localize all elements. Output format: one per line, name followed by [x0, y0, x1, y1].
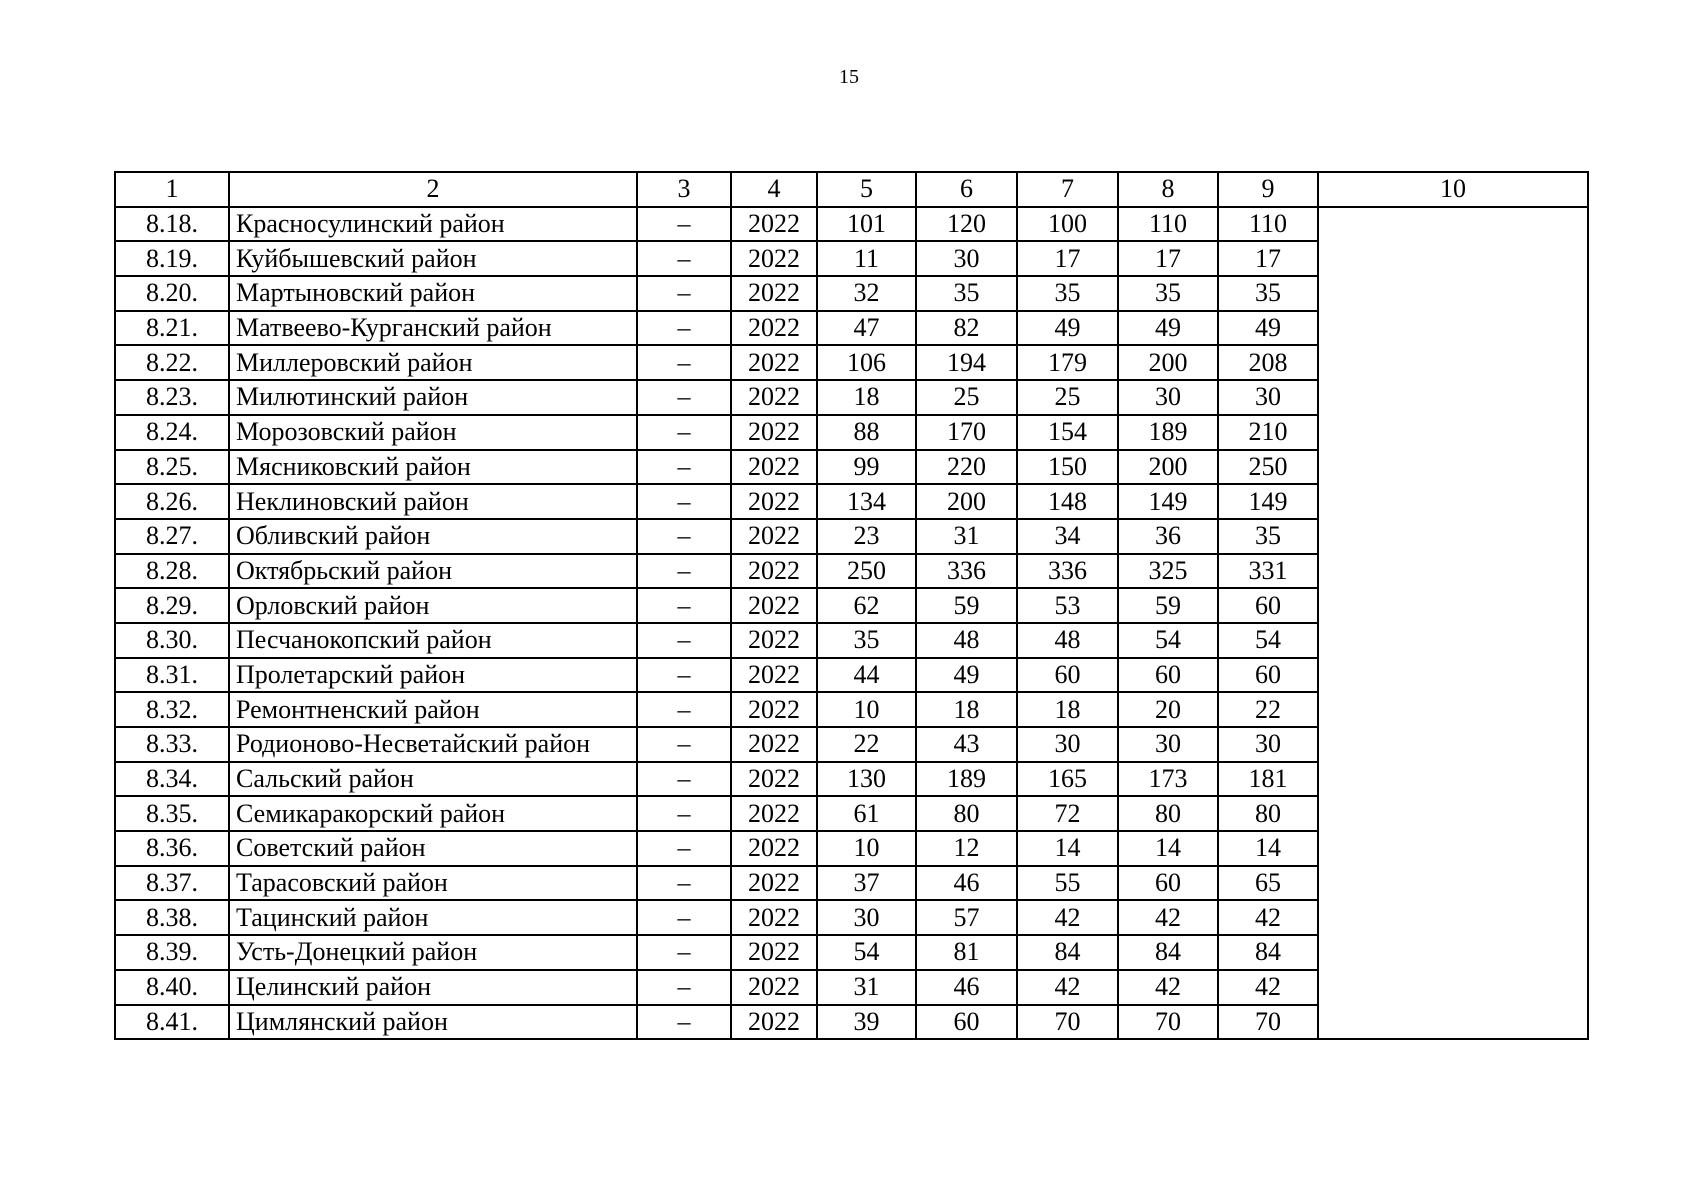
row-number-cell: 8.21.: [115, 311, 229, 346]
row-number-cell: 8.33.: [115, 727, 229, 762]
value-cell-7: 42: [1017, 900, 1118, 935]
value-cell-7: 42: [1017, 970, 1118, 1005]
value-cell-9: 80: [1218, 796, 1318, 831]
row-number-cell: 8.39.: [115, 935, 229, 970]
value-cell-8: 200: [1118, 345, 1218, 380]
year-cell: 2022: [731, 831, 817, 866]
district-name-cell: Красносулинский район: [229, 207, 637, 242]
value-cell-5: 88: [817, 415, 916, 450]
header-row: [115, 172, 1588, 207]
header-cell: 10: [1318, 172, 1588, 207]
district-name-cell: Ремонтненский район: [229, 692, 637, 727]
year-cell: 2022: [731, 345, 817, 380]
value-cell-8: 30: [1118, 727, 1218, 762]
value-cell-9: 60: [1218, 658, 1318, 693]
value-cell-8: 80: [1118, 796, 1218, 831]
value-cell-7: 14: [1017, 831, 1118, 866]
value-cell-8: 14: [1118, 831, 1218, 866]
value-cell-9: 14: [1218, 831, 1318, 866]
value-cell-6: 60: [916, 1005, 1017, 1040]
year-cell: 2022: [731, 380, 817, 415]
value-cell-6: 12: [916, 831, 1017, 866]
value-cell-5: 31: [817, 970, 916, 1005]
value-cell-8: 35: [1118, 276, 1218, 311]
year-cell: 2022: [731, 554, 817, 589]
indicator-cell: –: [637, 276, 731, 311]
value-cell-6: 336: [916, 554, 1017, 589]
district-name-cell: Тарасовский район: [229, 866, 637, 901]
district-name-cell: Советский район: [229, 831, 637, 866]
district-name-cell: Родионово-Несветайский район: [229, 727, 637, 762]
value-cell-8: 70: [1118, 1005, 1218, 1040]
value-cell-7: 48: [1017, 623, 1118, 658]
year-cell: 2022: [731, 415, 817, 450]
year-cell: 2022: [731, 588, 817, 623]
indicator-cell: –: [637, 692, 731, 727]
district-name-cell: Обливский район: [229, 519, 637, 554]
value-cell-5: 22: [817, 727, 916, 762]
value-cell-7: 55: [1017, 866, 1118, 901]
value-cell-7: 34: [1017, 519, 1118, 554]
value-cell-7: 336: [1017, 554, 1118, 589]
value-cell-7: 30: [1017, 727, 1118, 762]
value-cell-8: 149: [1118, 484, 1218, 519]
value-cell-8: 110: [1118, 207, 1218, 242]
year-cell: 2022: [731, 450, 817, 485]
value-cell-9: 181: [1218, 762, 1318, 797]
row-number-cell: 8.29.: [115, 588, 229, 623]
indicator-cell: –: [637, 935, 731, 970]
row-number-cell: 8.28.: [115, 554, 229, 589]
value-cell-5: 134: [817, 484, 916, 519]
district-name-cell: Цимлянский район: [229, 1005, 637, 1040]
value-cell-7: 70: [1017, 1005, 1118, 1040]
indicator-cell: –: [637, 762, 731, 797]
value-cell-9: 54: [1218, 623, 1318, 658]
value-cell-9: 84: [1218, 935, 1318, 970]
district-name-cell: Тацинский район: [229, 900, 637, 935]
table-row: [115, 207, 1588, 242]
value-cell-9: 110: [1218, 207, 1318, 242]
value-cell-5: 18: [817, 380, 916, 415]
value-cell-5: 99: [817, 450, 916, 485]
value-cell-5: 47: [817, 311, 916, 346]
value-cell-9: 210: [1218, 415, 1318, 450]
value-cell-5: 54: [817, 935, 916, 970]
value-cell-5: 37: [817, 866, 916, 901]
row-number-cell: 8.25.: [115, 450, 229, 485]
value-cell-7: 100: [1017, 207, 1118, 242]
district-name-cell: Куйбышевский район: [229, 241, 637, 276]
indicator-cell: –: [637, 900, 731, 935]
value-cell-9: 65: [1218, 866, 1318, 901]
value-cell-9: 42: [1218, 970, 1318, 1005]
value-cell-5: 101: [817, 207, 916, 242]
value-cell-9: 70: [1218, 1005, 1318, 1040]
district-name-cell: Орловский район: [229, 588, 637, 623]
row-number-cell: 8.24.: [115, 415, 229, 450]
value-cell-7: 179: [1017, 345, 1118, 380]
header-cell: 9: [1218, 172, 1318, 207]
district-name-cell: Усть-Донецкий район: [229, 935, 637, 970]
value-cell-5: 62: [817, 588, 916, 623]
value-cell-9: 42: [1218, 900, 1318, 935]
row-number-cell: 8.18.: [115, 207, 229, 242]
year-cell: 2022: [731, 900, 817, 935]
indicator-cell: –: [637, 241, 731, 276]
value-cell-8: 173: [1118, 762, 1218, 797]
indicator-cell: –: [637, 588, 731, 623]
value-cell-6: 46: [916, 970, 1017, 1005]
district-name-cell: Миллеровский район: [229, 345, 637, 380]
year-cell: 2022: [731, 970, 817, 1005]
year-cell: 2022: [731, 935, 817, 970]
year-cell: 2022: [731, 484, 817, 519]
row-number-cell: 8.27.: [115, 519, 229, 554]
value-cell-8: 36: [1118, 519, 1218, 554]
value-cell-5: 30: [817, 900, 916, 935]
header-cell: 5: [817, 172, 916, 207]
indicator-cell: –: [637, 519, 731, 554]
value-cell-5: 23: [817, 519, 916, 554]
value-cell-7: 148: [1017, 484, 1118, 519]
indicator-cell: –: [637, 727, 731, 762]
value-cell-5: 130: [817, 762, 916, 797]
value-cell-8: 200: [1118, 450, 1218, 485]
value-cell-7: 72: [1017, 796, 1118, 831]
value-cell-7: 150: [1017, 450, 1118, 485]
district-name-cell: Морозовский район: [229, 415, 637, 450]
value-cell-5: 106: [817, 345, 916, 380]
row-number-cell: 8.20.: [115, 276, 229, 311]
indicator-cell: –: [637, 658, 731, 693]
value-cell-9: 17: [1218, 241, 1318, 276]
value-cell-6: 25: [916, 380, 1017, 415]
header-cell: 6: [916, 172, 1017, 207]
row-number-cell: 8.32.: [115, 692, 229, 727]
value-cell-5: 39: [817, 1005, 916, 1040]
value-cell-6: 57: [916, 900, 1017, 935]
value-cell-6: 43: [916, 727, 1017, 762]
row-number-cell: 8.35.: [115, 796, 229, 831]
header-cell: 4: [731, 172, 817, 207]
value-cell-6: 220: [916, 450, 1017, 485]
district-name-cell: Песчанокопский район: [229, 623, 637, 658]
value-cell-8: 54: [1118, 623, 1218, 658]
value-cell-7: 154: [1017, 415, 1118, 450]
value-cell-5: 61: [817, 796, 916, 831]
value-cell-7: 17: [1017, 241, 1118, 276]
value-cell-5: 11: [817, 241, 916, 276]
value-cell-8: 17: [1118, 241, 1218, 276]
row-number-cell: 8.26.: [115, 484, 229, 519]
value-cell-6: 81: [916, 935, 1017, 970]
value-cell-9: 149: [1218, 484, 1318, 519]
header-cell: 3: [637, 172, 731, 207]
value-cell-7: 165: [1017, 762, 1118, 797]
value-cell-9: 60: [1218, 588, 1318, 623]
value-cell-8: 59: [1118, 588, 1218, 623]
value-cell-6: 120: [916, 207, 1017, 242]
year-cell: 2022: [731, 276, 817, 311]
value-cell-8: 49: [1118, 311, 1218, 346]
table-body: [115, 172, 1588, 1039]
value-cell-9: 250: [1218, 450, 1318, 485]
indicator-cell: –: [637, 207, 731, 242]
indicator-cell: –: [637, 554, 731, 589]
value-cell-8: 20: [1118, 692, 1218, 727]
value-cell-6: 82: [916, 311, 1017, 346]
year-cell: 2022: [731, 1005, 817, 1040]
year-cell: 2022: [731, 692, 817, 727]
indicator-cell: –: [637, 623, 731, 658]
row-number-cell: 8.19.: [115, 241, 229, 276]
district-name-cell: Сальский район: [229, 762, 637, 797]
row-number-cell: 8.40.: [115, 970, 229, 1005]
value-cell-9: 35: [1218, 519, 1318, 554]
value-cell-8: 42: [1118, 970, 1218, 1005]
value-cell-9: 331: [1218, 554, 1318, 589]
row-number-cell: 8.41.: [115, 1005, 229, 1040]
year-cell: 2022: [731, 796, 817, 831]
district-name-cell: Мясниковский район: [229, 450, 637, 485]
header-cell: 7: [1017, 172, 1118, 207]
value-cell-5: 10: [817, 692, 916, 727]
value-cell-6: 35: [916, 276, 1017, 311]
value-cell-5: 44: [817, 658, 916, 693]
value-cell-6: 170: [916, 415, 1017, 450]
value-cell-9: 35: [1218, 276, 1318, 311]
value-cell-6: 30: [916, 241, 1017, 276]
row-number-cell: 8.31.: [115, 658, 229, 693]
district-name-cell: Матвеево-Курганский район: [229, 311, 637, 346]
year-cell: 2022: [731, 866, 817, 901]
district-name-cell: Целинский район: [229, 970, 637, 1005]
indicator-cell: –: [637, 450, 731, 485]
value-cell-6: 80: [916, 796, 1017, 831]
value-cell-8: 60: [1118, 658, 1218, 693]
indicator-cell: –: [637, 796, 731, 831]
indicator-cell: –: [637, 380, 731, 415]
indicator-cell: –: [637, 970, 731, 1005]
value-cell-9: 30: [1218, 727, 1318, 762]
indicator-cell: –: [637, 866, 731, 901]
indicator-cell: –: [637, 484, 731, 519]
value-cell-6: 59: [916, 588, 1017, 623]
year-cell: 2022: [731, 519, 817, 554]
year-cell: 2022: [731, 658, 817, 693]
value-cell-7: 18: [1017, 692, 1118, 727]
indicator-cell: –: [637, 1005, 731, 1040]
value-cell-6: 31: [916, 519, 1017, 554]
data-table: [114, 171, 1589, 1040]
value-cell-6: 200: [916, 484, 1017, 519]
row-number-cell: 8.30.: [115, 623, 229, 658]
value-cell-5: 35: [817, 623, 916, 658]
year-cell: 2022: [731, 727, 817, 762]
page-number: 15: [839, 66, 859, 88]
row-number-cell: 8.23.: [115, 380, 229, 415]
value-cell-7: 49: [1017, 311, 1118, 346]
district-name-cell: Октябрьский район: [229, 554, 637, 589]
year-cell: 2022: [731, 762, 817, 797]
value-cell-7: 53: [1017, 588, 1118, 623]
indicator-cell: –: [637, 345, 731, 380]
value-cell-6: 49: [916, 658, 1017, 693]
value-cell-5: 10: [817, 831, 916, 866]
row-number-cell: 8.37.: [115, 866, 229, 901]
district-name-cell: Семикаракорский район: [229, 796, 637, 831]
value-cell-7: 60: [1017, 658, 1118, 693]
value-cell-7: 25: [1017, 380, 1118, 415]
value-cell-8: 84: [1118, 935, 1218, 970]
row-number-cell: 8.22.: [115, 345, 229, 380]
header-cell: 2: [229, 172, 637, 207]
value-cell-5: 32: [817, 276, 916, 311]
indicator-cell: –: [637, 415, 731, 450]
district-name-cell: Милютинский район: [229, 380, 637, 415]
value-cell-6: 46: [916, 866, 1017, 901]
value-cell-8: 325: [1118, 554, 1218, 589]
value-cell-7: 35: [1017, 276, 1118, 311]
indicator-cell: –: [637, 311, 731, 346]
value-cell-9: 208: [1218, 345, 1318, 380]
value-cell-9: 49: [1218, 311, 1318, 346]
column-10-merged-cell: [1318, 207, 1588, 1040]
value-cell-8: 30: [1118, 380, 1218, 415]
year-cell: 2022: [731, 623, 817, 658]
row-number-cell: 8.36.: [115, 831, 229, 866]
header-cell: 8: [1118, 172, 1218, 207]
row-number-cell: 8.38.: [115, 900, 229, 935]
district-name-cell: Неклиновский район: [229, 484, 637, 519]
district-name-cell: Пролетарский район: [229, 658, 637, 693]
value-cell-9: 22: [1218, 692, 1318, 727]
indicator-cell: –: [637, 831, 731, 866]
row-number-cell: 8.34.: [115, 762, 229, 797]
value-cell-8: 42: [1118, 900, 1218, 935]
value-cell-6: 18: [916, 692, 1017, 727]
year-cell: 2022: [731, 311, 817, 346]
value-cell-9: 30: [1218, 380, 1318, 415]
district-name-cell: Мартыновский район: [229, 276, 637, 311]
year-cell: 2022: [731, 241, 817, 276]
value-cell-8: 189: [1118, 415, 1218, 450]
header-cell: 1: [115, 172, 229, 207]
value-cell-6: 194: [916, 345, 1017, 380]
value-cell-6: 48: [916, 623, 1017, 658]
value-cell-6: 189: [916, 762, 1017, 797]
value-cell-8: 60: [1118, 866, 1218, 901]
year-cell: 2022: [731, 207, 817, 242]
value-cell-7: 84: [1017, 935, 1118, 970]
value-cell-5: 250: [817, 554, 916, 589]
